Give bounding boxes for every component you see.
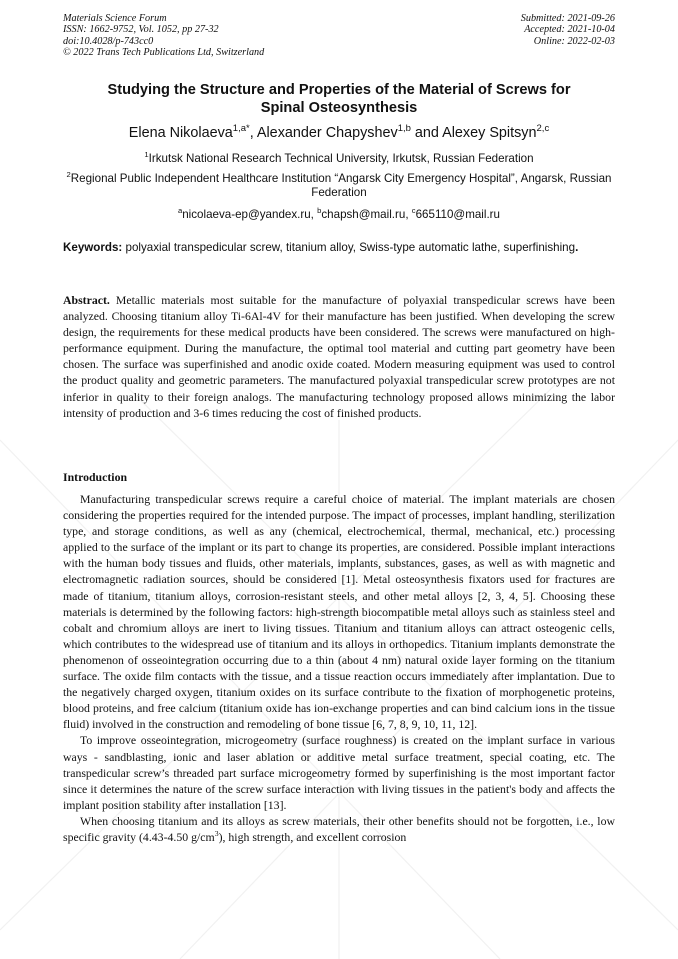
- affiliation-superscript: 1: [144, 150, 149, 160]
- publication-dates: [521, 13, 615, 47]
- title-line-1: Studying the Structure and Properties of the Material of Screws for: [107, 82, 571, 98]
- affiliation-text: Irkutsk National Research Technical University, Irkutsk, Russian Federation: [148, 152, 534, 165]
- affiliation-2: [63, 172, 615, 200]
- affiliation-1: [63, 152, 615, 166]
- affiliation-superscript: 2: [66, 170, 71, 180]
- keywords: [63, 241, 615, 256]
- keywords-text: polyaxial transpedicular screw, titanium alloy, Swiss-type automatic lathe, superfinishing: [122, 241, 576, 254]
- introduction-paragraph-2: To improve osseointegration, microgeometry (surface roughness) is created on the implant surface in various ways - sandblasting, ionic and laser ablation or additive metal surface treatment, special coating, etc. The transpedicular screw’s threaded part surface microgeometry formed by superfinishing is the most important factor since it determines the nature of the screw surface interaction with living tissues in the patient's body and affects the implant position stability after installation [13].: [63, 733, 615, 812]
- author-separator: and: [410, 125, 443, 141]
- author-name: Elena Nikolaeva: [128, 125, 233, 141]
- author-superscript: 1,b: [397, 123, 411, 135]
- introduction-paragraph-3: [63, 813, 615, 845]
- author-superscript: 2,c: [536, 123, 550, 135]
- unit-superscript: 3: [214, 829, 219, 839]
- title-line-2: Spinal Osteosynthesis: [260, 100, 418, 116]
- email-superscript: c: [411, 206, 416, 216]
- introduction-section: [63, 491, 615, 845]
- abstract-label: Abstract.: [63, 293, 110, 307]
- paragraph-3-start: When choosing titanium and its alloys as screw materials, their other benefits should not be forgotten, i.e., low specific gravity (4.43-4.50 g/cm: [63, 813, 615, 844]
- email-superscript: b: [317, 206, 322, 216]
- author-separator: ,: [249, 125, 257, 141]
- author-name: Alexander Chapyshev: [256, 125, 398, 141]
- accepted-date: Accepted: 2021-10-04: [524, 24, 615, 36]
- submitted-date: Submitted: 2021-09-26: [520, 13, 615, 24]
- journal-name: Materials Science Forum: [63, 13, 167, 24]
- email-link[interactable]: 665110@mail.ru: [415, 208, 500, 221]
- author-emails: [63, 208, 615, 222]
- abstract: [63, 292, 615, 421]
- keywords-label: Keywords:: [63, 241, 123, 254]
- introduction-paragraph-1: Manufacturing transpedicular screws require a careful choice of material. The implant materials are chosen considering the properties required for the intended purpose. The impact of processes, implant handling, sterilization type, and storage conditions, as well as any (chemical, electrochemical, thermal, mechanical, etc.) processing applied to the surface of the implant or its part to change its properties, are considered. Possible implant interactions with the human body tissues and fluids, other materials, implants, substances, gases, as well as with magnetic and electromagnetic radiation sources, should be considered [1]. Metal osteosynthesis fixators used for fractures are made of titanium, titanium alloys, corrosion-resistant steels, and other metal alloys [2, 3, 4, 5]. Choosing these materials is determined by the following factors: high-strength biocompatible metal alloys such as stainless steel and cobalt and chromium alloys are inert to living tissues. Titanium and titanium alloys can attract osteogenic cells, which contributes to the widespread use of titanium and its alloys in orthopedics. Titanium implants demonstrate the phenomenon of osseointegration occurring due to a thin (about 4 nm) natural oxide layer forming on the titanium surface. The oxide film contacts with the tissue, and a tissue reaction occurs immediately after implantation. Due to the negatively charged oxygen, titanium oxides on its surface contribute to the fixation of morphogenetic proteins, blood proteins, and free calcium (titanium oxide has ion-exchange properties and can bind calcium ions in the tissue fluid) involved in the construction and remodeling of bone tissue [6, 7, 8, 9, 10, 11, 12].: [63, 492, 615, 732]
- affiliation-text: Regional Public Independent Healthcare Institution “Angarsk City Emergency Hospital”, Angarsk, Russian Federation: [70, 172, 612, 199]
- doi: doi:10.4028/p-743cc0: [63, 35, 154, 47]
- issn-volume: ISSN: 1662-9752, Vol. 1052, pp 27-32: [63, 24, 219, 36]
- email-separator: ,: [405, 208, 412, 221]
- email-link[interactable]: chapsh@mail.ru: [321, 208, 406, 221]
- email-superscript: a: [177, 206, 183, 216]
- email-separator: ,: [310, 208, 318, 221]
- paragraph-3-end: ), high strength, and excellent corrosion: [218, 829, 407, 844]
- copyright: © 2022 Trans Tech Publications Ltd, Switzerland: [63, 46, 265, 58]
- email-link[interactable]: nicolaeva-ep@yandex.ru: [182, 208, 311, 221]
- abstract-text: Metallic materials most suitable for the manufacture of polyaxial transpedicular screws have been analyzed. Choosing titanium alloy Ti-6Al-4V for their manufacture has been justified. When developing the screw design, the requirements for these medical products have been considered. The screws were manufactured on high-performance equipment. During the manufacture, the optimal tool material and cutting part geometry have been chosen. The surface was superfinished and anodic oxide coated. Modern measuring equipment was used to control the product quality and geometric parameters. The manufactured polyaxial transpedicular screw prototypes are not inferior in quality to their foreign analogs. The manufacturing technology proposed allows minimizing the labor intensity of production and 3-6 times reducing the cost of finished products.: [63, 293, 615, 420]
- author-superscript: 1,a*: [232, 123, 250, 135]
- online-date: Online: 2022-02-03: [533, 35, 615, 47]
- author-name: Alexey Spitsyn: [442, 125, 537, 141]
- author-list: [63, 124, 615, 142]
- journal-info: [63, 13, 264, 58]
- introduction-heading: Introduction: [63, 470, 128, 484]
- paper-title: [63, 81, 615, 117]
- keywords-end: .: [575, 241, 579, 254]
